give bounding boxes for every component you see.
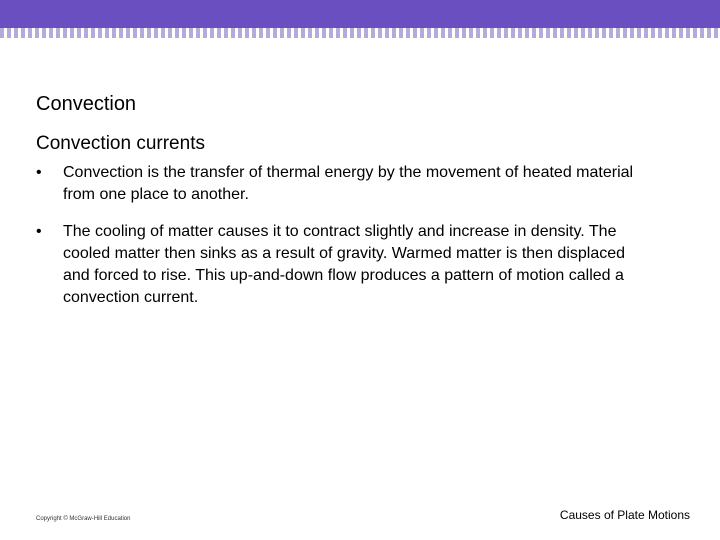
- bullet-text: Convection is the transfer of thermal energy by the movement of heated material from one place to another.: [63, 164, 634, 203]
- bullet-marker: •: [36, 164, 42, 181]
- footer-topic: Causes of Plate Motions: [559, 508, 690, 522]
- header-dash-band: [0, 28, 720, 38]
- header-bar: [0, 0, 720, 28]
- slide-title: Convection: [36, 93, 137, 115]
- slide-subtitle: Convection currents: [36, 133, 205, 154]
- bullet-marker: •: [36, 223, 42, 240]
- copyright-notice: Copyright © McGraw-Hill Education: [36, 516, 131, 522]
- list-item: [36, 221, 646, 309]
- bullet-list: [36, 162, 646, 324]
- bullet-text: The cooling of matter causes it to contract slightly and increase in density. The cooled matter then sinks as a result of gravity. Warmed matter is then displaced and forced to rise. This up-and-down flow produces a pattern of motion called a convection current.: [63, 223, 626, 306]
- list-item: [36, 162, 646, 206]
